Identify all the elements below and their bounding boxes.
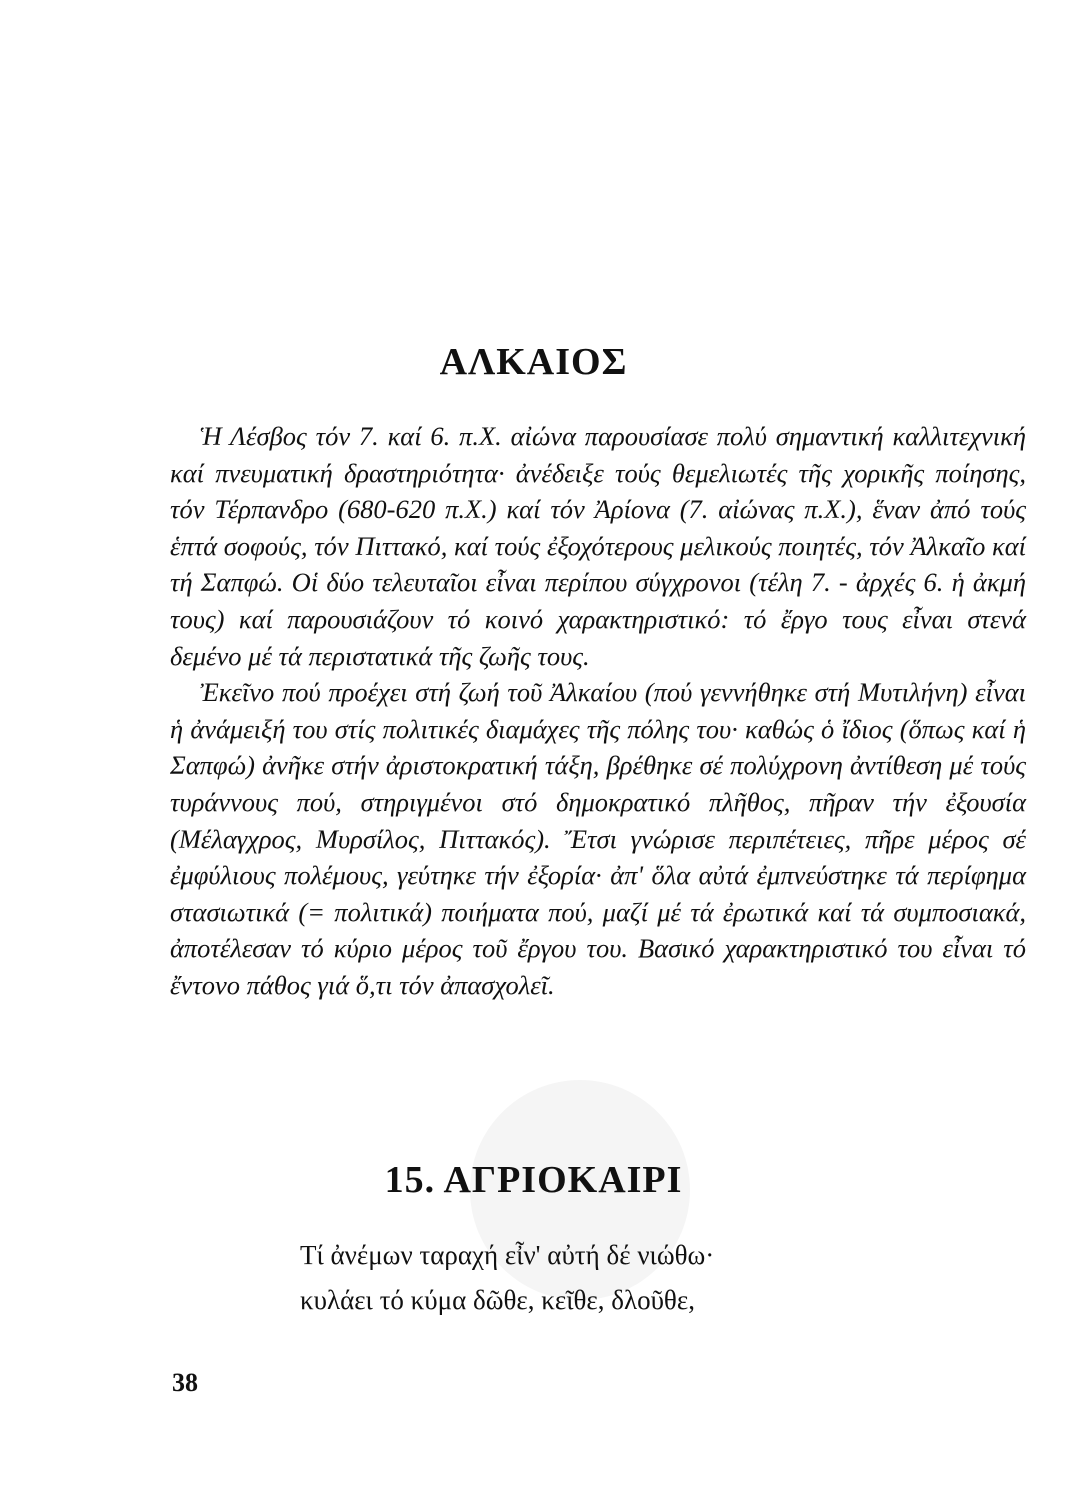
intro-text (170, 418, 1026, 1004)
page-number: 38 (172, 1368, 198, 1397)
poem-line: Τί ἀνέμων ταραχή εἶν' αὐτή δέ νιώθω· (300, 1240, 715, 1270)
section-heading: ΑΛΚΑΙΟΣ (439, 341, 628, 383)
poem-line: κυλάει τό κύμα δῶθε, κεῖθε, δλοῦθε, (300, 1285, 695, 1315)
poem-title: 15. ΑΓΡΙΟΚΑΙΡΙ (384, 1159, 683, 1201)
paragraph: Ἐκεῖνο πού προέχει στή ζωή τοῦ Ἀλκαίου (πού γεννήθηκε στή Μυτιλήνη) εἶναι ἡ ἀνάμειξή του στίς πολιτικές διαμάχες τῆς πόλης του· καθώς ὁ ἴδιος (ὅπως καί ἡ Σαπφώ) ἀνῆκε στήν ἀριστοκρατική τάξη, βρέθηκε σέ πολύχρονη ἀντίθεση μέ τούς τυράννους πού, στηριγμένοι στό δημοκρατικό πλῆθος, πῆραν τήν ἐξουσία (Μέλαγχρος, Μυρσίλος, Πιττακός). Ἔτσι γνώρισε περιπέτειες, πῆρε μέρος σέ ἐμφύλιους πολέμους, γεύτηκε τήν ἐξορία· ἀπ' ὅλα αὐτά ἐμπνεύστηκε τά περίφημα στασιωτικά (= πολιτικά) ποιήματα πού, μαζί μέ τά ἐρωτικά καί τά συμποσιακά, ἀποτέλεσαν τό κύριο μέρος τοῦ ἔργου του. Βασικό χαρακτηριστικό του εἶναι τό ἔντονο πάθος γιά ὅ,τι τόν ἀπασχολεῖ. (170, 677, 1026, 1000)
poem (300, 1233, 714, 1323)
paragraph: Ἡ Λέσβος τόν 7. καί 6. π.Χ. αἰώνα παρουσίασε πολύ σημαντική καλλιτεχνική καί πνευματική δραστηριότητα· ἀνέδειξε τούς θεμελιωτές τῆς χορικῆς ποίησης, τόν Τέρπανδρο (680-620 π.Χ.) καί τόν Ἀρίονα (7. αἰώνας π.Χ.), ἕναν ἀπό τούς ἑπτά σοφούς, τόν Πιττακό, καί τούς ἐξοχότερους μελικούς ποιητές, τόν Ἀλκαῖο καί τή Σαπφώ. Οἱ δύο τελευταῖοι εἶναι περίπου σύγχρονοι (τέλη 7. - ἀρχές 6. ἡ ἀκμή τους) καί παρουσιάζουν τό κοινό χαρακτηριστικό: τό ἔργο τους εἶναι στενά δεμένο μέ τά περιστατικά τῆς ζωῆς τους. (170, 421, 1026, 671)
